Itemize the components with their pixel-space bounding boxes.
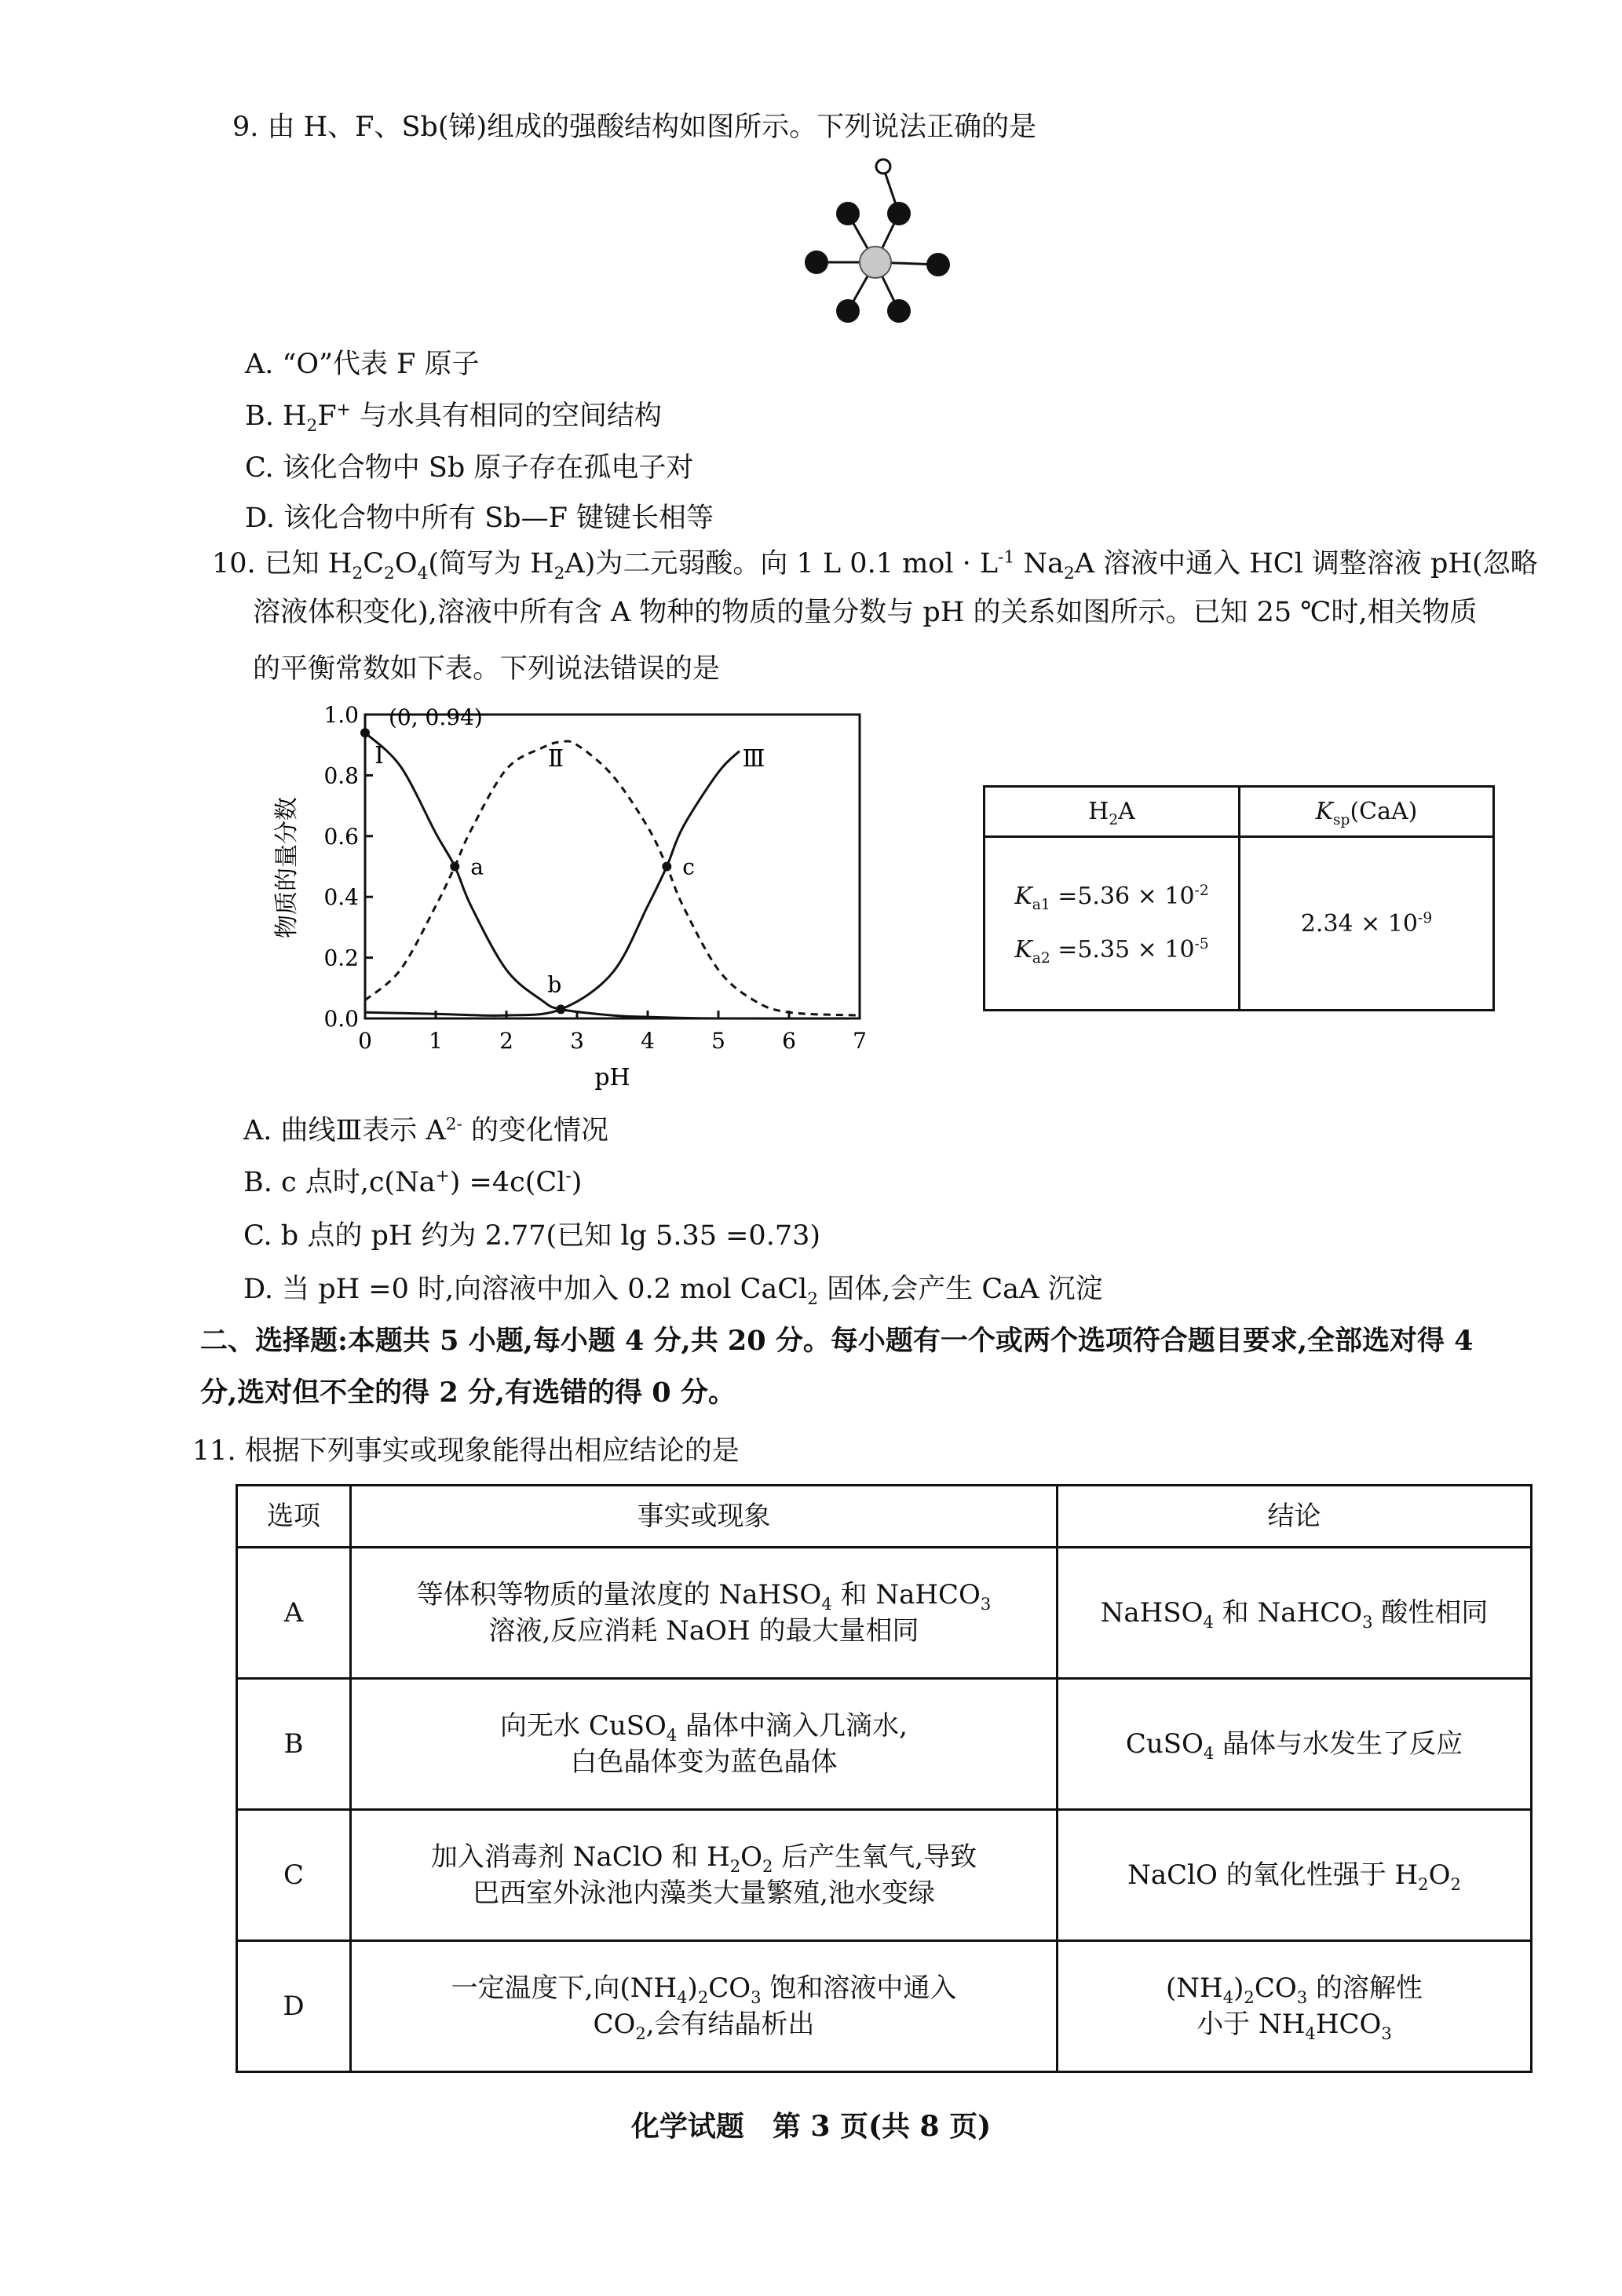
- table-cell-ksp: $2.34 \times 10^{-9}$: [1240, 837, 1494, 1011]
- sb-atom-icon: [860, 247, 891, 278]
- conclusion-cell: $(NH_4)_2CO_3$ 的溶解性 小于 $NH_4HCO_3$: [1058, 1941, 1532, 2072]
- x-tick-label: 4: [641, 1028, 655, 1054]
- page-footer: 化学试题 第 3 页(共 8 页): [630, 2110, 992, 2143]
- f-atom-icon: [887, 299, 911, 323]
- data-point: [360, 728, 370, 737]
- x-tick-label: 5: [711, 1028, 725, 1054]
- option-label: D: [237, 1941, 351, 2072]
- q10-stem-line1: 10. 已知 $H_2C_2O_4$(简写为 $H_2A$)为二元弱酸。向 1 L 0.1 mol · $L^{-1}$ $Na_2A$ 溶液中通入 HCl 调整溶液 pH(忽略: [212, 547, 1538, 583]
- y-tick-label: 0.4: [323, 884, 359, 911]
- option-label: B: [237, 1679, 351, 1810]
- table-row: [237, 1679, 1532, 1810]
- q10-option-b: B. c 点时,c(Na+) =4c(Cl-): [243, 1166, 583, 1198]
- point-label: a: [470, 854, 484, 880]
- q9-stem: 9. 由 H、F、Sb(锑)组成的强酸结构如图所示。下列说法正确的是: [232, 112, 1037, 143]
- y-tick-label: 0.2: [323, 945, 359, 971]
- section2-heading-line2: 分,选对但不全的得 2 分,有选错的得 0 分。: [200, 1377, 736, 1409]
- table-header-h2a: $H_2A$: [985, 787, 1240, 837]
- h-atom-icon: [876, 159, 890, 174]
- equilibrium-constants-table: [983, 785, 1495, 1011]
- f-atom-icon: [836, 299, 860, 323]
- q9-option-d: D. 该化合物中所有 Sb—F 键键长相等: [245, 503, 714, 534]
- x-tick-label: 2: [499, 1028, 513, 1054]
- q9-option-c: C. 该化合物中 Sb 原子存在孤电子对: [245, 452, 694, 484]
- q10-option-c: C. b 点的 pH 约为 2.77(已知 lg 5.35 =0.73): [243, 1220, 821, 1252]
- table-header-row: [237, 1486, 1532, 1548]
- ka1-value: $K_{a1} =5.36 \times 10^{-2}$: [1014, 883, 1209, 913]
- data-point: [556, 1004, 565, 1014]
- table-header-ksp: $K_{sp}(CaA)$: [1240, 787, 1494, 837]
- fact-cell: 加入消毒剂 NaClO 和 $H_2O_2$ 后产生氧气,导致 巴西室外泳池内藻类大量繁殖,池水变绿: [351, 1810, 1058, 1941]
- series-label: Ⅱ: [547, 744, 564, 773]
- q11-table: [236, 1484, 1532, 2073]
- header-conclusion: 结论: [1058, 1486, 1532, 1548]
- x-tick-label: 6: [782, 1028, 796, 1054]
- f-atom-icon: [926, 253, 950, 276]
- table-row: [237, 1941, 1532, 2072]
- header-fact: 事实或现象: [351, 1486, 1058, 1548]
- table-row: [237, 1810, 1532, 1941]
- fact-cell: 一定温度下,向$(NH_4)_2CO_3$ 饱和溶液中通入 $CO_2$,会有结晶析出: [351, 1941, 1058, 2072]
- x-tick-label: 7: [853, 1028, 867, 1054]
- point-label: b: [547, 971, 562, 998]
- x-tick-label: 0: [358, 1028, 372, 1054]
- series-label: Ⅲ: [742, 744, 765, 773]
- conclusion-cell: NaClO 的氧化性强于 $H_2O_2$: [1058, 1810, 1532, 1941]
- table-row: [237, 1548, 1532, 1679]
- q10-stem-line2: 溶液体积变化),溶液中所有含 A 物种的物质的量分数与 pH 的关系如图所示。已知 25 ℃时,相关物质: [253, 597, 1478, 628]
- y-tick-label: 0.6: [323, 823, 359, 850]
- f-atom-icon: [805, 250, 828, 274]
- header-option: 选项: [237, 1486, 351, 1548]
- y-axis-label: 物质的量分数: [273, 797, 301, 938]
- series-label: Ⅰ: [374, 741, 384, 770]
- q9-option-b: B. $H_2F^+$ 与水具有相同的空间结构: [245, 400, 662, 436]
- y-tick-label: 1.0: [323, 702, 359, 728]
- series-line-1: [365, 733, 860, 1018]
- x-tick-label: 3: [570, 1028, 584, 1054]
- option-label: A: [237, 1548, 351, 1679]
- x-tick-label: 1: [429, 1028, 443, 1054]
- fact-cell: 向无水 CuSO$_4$ 晶体中滴入几滴水, 白色晶体变为蓝色晶体: [351, 1679, 1058, 1810]
- option-label: C: [237, 1810, 351, 1941]
- q10-option-a: A. 曲线Ⅲ表示 $A^{2-}$ 的变化情况: [243, 1114, 608, 1146]
- mole-fraction-chart: [259, 691, 887, 1099]
- q10-stem-line3: 的平衡常数如下表。下列说法错误的是: [253, 653, 721, 685]
- f-atom-icon: [887, 202, 911, 225]
- q9-option-a: A. “O”代表 F 原子: [245, 349, 480, 380]
- point-label: (0, 0.94): [389, 704, 483, 731]
- f-atom-icon: [836, 202, 860, 225]
- section2-heading: 二、选择题:本题共 5 小题,每小题 4 分,共 20 分。每小题有一个或两个选项符合题目要求,全部选对得 4: [200, 1325, 1474, 1357]
- conclusion-cell: NaHSO$_4$ 和 NaHCO$_3$ 酸性相同: [1058, 1548, 1532, 1679]
- y-tick-label: 0.0: [323, 1006, 359, 1032]
- fact-cell: 等体积等物质的量浓度的 NaHSO$_4$ 和 NaHCO$_3$ 溶液,反应消耗 NaOH 的最大量相同: [351, 1548, 1058, 1679]
- data-point: [450, 862, 459, 872]
- data-point: [662, 862, 671, 872]
- table-cell-ka: [985, 837, 1240, 1011]
- q11-stem: 11. 根据下列事实或现象能得出相应结论的是: [192, 1435, 740, 1467]
- y-tick-label: 0.8: [323, 762, 359, 789]
- point-label: c: [682, 854, 695, 880]
- x-axis-label: pH: [594, 1064, 630, 1091]
- conclusion-cell: CuSO$_4$ 晶体与水发生了反应: [1058, 1679, 1532, 1810]
- molecule-structure-diagram: [789, 155, 962, 332]
- q10-option-d: D. 当 pH =0 时,向溶液中加入 0.2 mol CaCl$_2$ 固体,会产生 CaA 沉淀: [243, 1274, 1103, 1309]
- ka2-value: $K_{a2} =5.35 \times 10^{-5}$: [1014, 936, 1209, 967]
